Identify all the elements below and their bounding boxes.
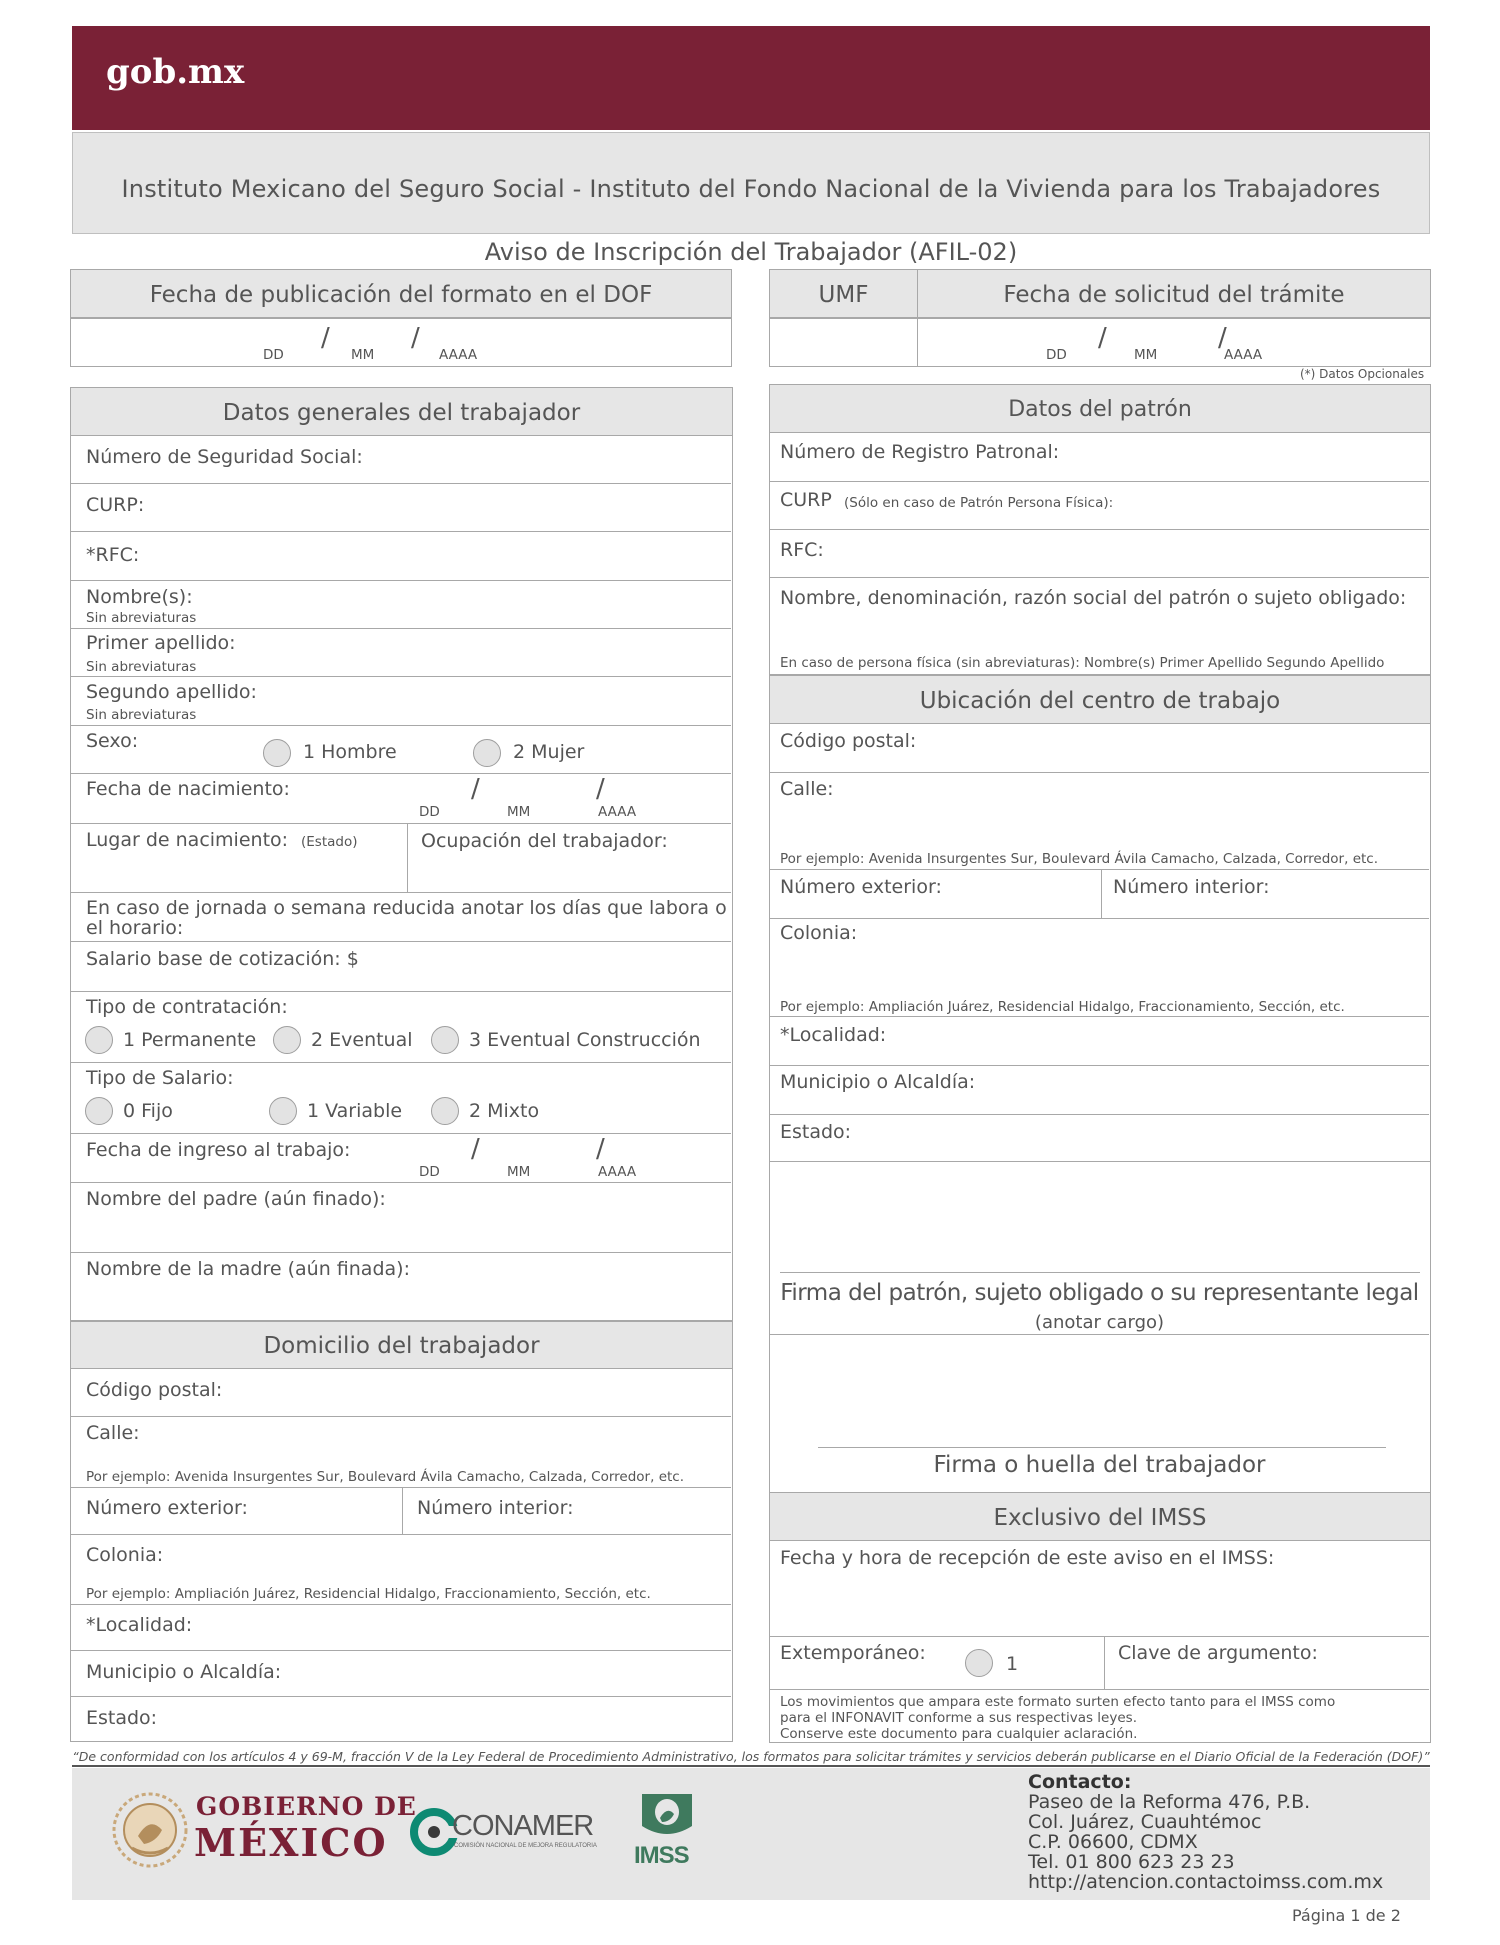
conamer-logo-subtitle: COMISIÓN NACIONAL DE MEJORA REGULATORIA [454, 1843, 597, 1849]
domicilio-heading: Domicilio del trabajador [70, 1321, 733, 1369]
dd-label: DD [1046, 347, 1067, 363]
firma-patron-label: Firma del patrón, sujeto obligado o su representante legal [780, 1280, 1419, 1306]
patron-rfc-label: RFC: [780, 539, 824, 561]
ubicacion-section [769, 723, 1431, 1162]
eventual-construccion-label: 3 Eventual Construcción [469, 1029, 701, 1051]
contact-address-1: Paseo de la Reforma 476, P.B. [1028, 1791, 1311, 1813]
umf-field[interactable] [769, 318, 918, 367]
aaaa-label: AAAA [1224, 347, 1263, 363]
date-separator: / [471, 774, 480, 804]
sin-abrev-note: Sin abreviaturas [86, 707, 197, 723]
nacimiento-label: Fecha de nacimiento: [86, 778, 290, 800]
institution-banner: Instituto Mexicano del Seguro Social - Instituto del Fondo Nacional de la Vivienda para los Trabajadores [72, 132, 1430, 234]
permanente-label: 1 Permanente [123, 1029, 257, 1051]
footer-divider [72, 1765, 1430, 1767]
patron-curp-label: CURP [780, 489, 832, 511]
eventual-radio[interactable] [273, 1026, 301, 1054]
nombre-label: Nombre(s): [86, 586, 193, 608]
contact-address-2: Col. Juárez, Cuauhtémoc [1028, 1811, 1262, 1833]
variable-label: 1 Variable [307, 1100, 403, 1122]
aaaa-label: AAAA [598, 804, 637, 820]
date-separator: / [596, 1134, 605, 1164]
ubicacion-colonia-label: Colonia: [780, 922, 858, 944]
ingreso-label: Fecha de ingreso al trabajo: [86, 1139, 351, 1161]
sexo-label: Sexo: [86, 730, 139, 752]
mujer-radio[interactable] [473, 739, 501, 767]
dd-label: DD [419, 1164, 440, 1180]
mm-label: MM [1134, 347, 1158, 363]
ubicacion-cp-label: Código postal: [780, 730, 917, 752]
mm-label: MM [507, 1164, 531, 1180]
domicilio-colonia-example: Por ejemplo: Ampliación Juárez, Residencial Hidalgo, Fraccionamiento, Sección, etc. [86, 1586, 651, 1602]
contratacion-label: Tipo de contratación: [86, 996, 288, 1018]
dd-label: DD [419, 804, 440, 820]
mm-label: MM [507, 804, 531, 820]
ocupacion-label: Ocupación del trabajador: [421, 830, 668, 852]
solicitud-heading: Fecha de solicitud del trámite [917, 269, 1431, 318]
patron-nombre-label: Nombre, denominación, razón social del patrón o sujeto obligado: [780, 587, 1407, 609]
aaaa-label: AAAA [598, 1164, 637, 1180]
dof-heading: Fecha de publicación del formato en el DOF [70, 269, 732, 318]
domicilio-municipio-label: Municipio o Alcaldía: [86, 1661, 282, 1683]
domicilio-calle-example: Por ejemplo: Avenida Insurgentes Sur, Boulevard Ávila Camacho, Calzada, Corredor, etc. [86, 1469, 685, 1485]
fijo-radio[interactable] [85, 1097, 113, 1125]
patron-nombre-note: En caso de persona física (sin abreviaturas): Nombre(s) Primer Apellido Segundo Apellido [780, 655, 1385, 671]
recepcion-label: Fecha y hora de recepción de este aviso en el IMSS: [780, 1547, 1275, 1569]
solicitud-date-field[interactable] [917, 318, 1431, 367]
anotar-cargo-note: (anotar cargo) [1034, 1312, 1165, 1333]
firma-trabajador-area[interactable] [818, 1345, 1378, 1440]
ubicacion-heading: Ubicación del centro de trabajo [769, 675, 1431, 724]
fijo-label: 0 Fijo [123, 1100, 173, 1122]
sin-abrev-note: Sin abreviaturas [86, 659, 197, 675]
domicilio-localidad-label: *Localidad: [86, 1614, 193, 1636]
firma-patron-area[interactable] [818, 1190, 1378, 1270]
worker-heading: Datos generales del trabajador [70, 387, 733, 436]
imss-section [769, 1540, 1431, 1743]
primer-apellido-label: Primer apellido: [86, 632, 236, 654]
dd-label: DD [263, 347, 284, 363]
eventual-construccion-radio[interactable] [431, 1026, 459, 1054]
date-separator: / [1218, 323, 1227, 353]
contact-title: Contacto: [1028, 1771, 1132, 1793]
domicilio-num-int-label: Número interior: [417, 1497, 574, 1519]
imss-heading: Exclusivo del IMSS [769, 1492, 1431, 1541]
ubicacion-estado-label: Estado: [780, 1121, 852, 1143]
domicilio-estado-label: Estado: [86, 1707, 158, 1729]
worker-section [70, 435, 733, 1321]
ubicacion-localidad-label: *Localidad: [780, 1024, 887, 1046]
clave-argumento-label: Clave de argumento: [1118, 1642, 1318, 1664]
gobierno-logo-line1: GOBIERNO DE [196, 1792, 417, 1821]
dof-date-field[interactable] [70, 318, 732, 367]
ubicacion-num-int-label: Número interior: [1113, 876, 1270, 898]
date-separator: / [471, 1134, 480, 1164]
mujer-label: 2 Mujer [513, 741, 585, 763]
nss-label: Número de Seguridad Social: [86, 446, 363, 468]
jornada-label-2: el horario: [86, 917, 184, 939]
ubicacion-calle-example: Por ejemplo: Avenida Insurgentes Sur, Boulevard Ávila Camacho, Calzada, Corredor, etc. [780, 851, 1379, 867]
domicilio-num-ext-label: Número exterior: [86, 1497, 248, 1519]
imss-logo-icon [636, 1790, 698, 1842]
legal-line-1: Los movimientos que ampara este formato surten efecto tanto para el IMSS como [780, 1694, 1336, 1710]
extemporaneo-option: 1 [1006, 1653, 1019, 1675]
contact-address-3: C.P. 06600, CDMX [1028, 1831, 1198, 1853]
mexico-coat-of-arms-icon [110, 1790, 190, 1870]
aaaa-label: AAAA [439, 347, 478, 363]
page-number: Página 1 de 2 [1292, 1906, 1401, 1925]
gob-header [72, 26, 1430, 130]
lugar-note: (Estado) [301, 834, 358, 850]
date-separator: / [1098, 323, 1107, 353]
legal-footnote: “De conformidad con los artículos 4 y 69-M, fracción V de la Ley Federal de Procedimiento Administrativo, los formatos para solicitar trámites y servicios deberán publicarse en el Diario Oficial de la Federación (DOF)” [72, 1749, 1430, 1764]
ubicacion-calle-label: Calle: [780, 778, 834, 800]
legal-line-2: para el INFONAVIT conforme a sus respectivas leyes. [780, 1710, 1137, 1726]
gob-mx-logo[interactable]: gob.mx [106, 52, 245, 92]
curp-label: CURP: [86, 494, 145, 516]
hombre-label: 1 Hombre [303, 741, 397, 763]
rfc-label: *RFC: [86, 544, 140, 566]
eventual-label: 2 Eventual [311, 1029, 413, 1051]
permanente-radio[interactable] [85, 1026, 113, 1054]
umf-heading: UMF [769, 269, 918, 318]
legal-line-3: Conserve este documento para cualquier aclaración. [780, 1726, 1138, 1742]
imss-logo-text: IMSS [634, 1842, 689, 1869]
tipo-salario-label: Tipo de Salario: [86, 1067, 234, 1089]
mixto-radio[interactable] [431, 1097, 459, 1125]
ubicacion-num-ext-label: Número exterior: [780, 876, 942, 898]
ubicacion-municipio-label: Municipio o Alcaldía: [780, 1071, 976, 1093]
mm-label: MM [351, 347, 375, 363]
segundo-apellido-label: Segundo apellido: [86, 681, 257, 703]
ubicacion-colonia-example: Por ejemplo: Ampliación Juárez, Residencial Hidalgo, Fraccionamiento, Sección, etc. [780, 999, 1345, 1015]
contact-block [1028, 1772, 1383, 1892]
patron-heading: Datos del patrón [769, 384, 1431, 433]
extemporaneo-radio[interactable] [965, 1649, 993, 1677]
date-separator: / [321, 323, 330, 353]
domicilio-colonia-label: Colonia: [86, 1544, 164, 1566]
domicilio-section [70, 1368, 733, 1742]
sin-abrev-note: Sin abreviaturas [86, 610, 197, 626]
salario-label: Salario base de cotización: $ [86, 948, 359, 970]
registro-patronal-label: Número de Registro Patronal: [780, 441, 1060, 463]
patron-section [769, 432, 1431, 675]
variable-radio[interactable] [269, 1097, 297, 1125]
jornada-label: En caso de jornada o semana reducida anotar los días que labora o [86, 897, 727, 919]
optional-note: (*) Datos Opcionales [1300, 367, 1425, 381]
patron-curp-note: (Sólo en caso de Patrón Persona Física): [844, 495, 1114, 511]
date-separator: / [596, 774, 605, 804]
hombre-radio[interactable] [263, 739, 291, 767]
form-title: Aviso de Inscripción del Trabajador (AFIL-02) [484, 238, 1018, 266]
madre-label: Nombre de la madre (aún finada): [86, 1258, 410, 1280]
date-separator: / [411, 323, 420, 353]
domicilio-cp-label: Código postal: [86, 1379, 223, 1401]
conamer-logo-icon [410, 1808, 458, 1856]
mixto-label: 2 Mixto [469, 1100, 540, 1122]
domicilio-calle-label: Calle: [86, 1422, 140, 1444]
gobierno-logo-line2: MÉXICO [194, 1820, 388, 1865]
contact-phone: Tel. 01 800 623 23 23 [1028, 1851, 1235, 1873]
padre-label: Nombre del padre (aún finado): [86, 1188, 386, 1210]
extemporaneo-label: Extemporáneo: [780, 1642, 926, 1664]
contact-url-link[interactable]: http://atencion.contactoimss.com.mx [1028, 1871, 1384, 1893]
conamer-logo-text: CONAMER [452, 1810, 594, 1842]
firma-trabajador-label: Firma o huella del trabajador [933, 1452, 1266, 1478]
lugar-label: Lugar de nacimiento: [86, 829, 289, 851]
